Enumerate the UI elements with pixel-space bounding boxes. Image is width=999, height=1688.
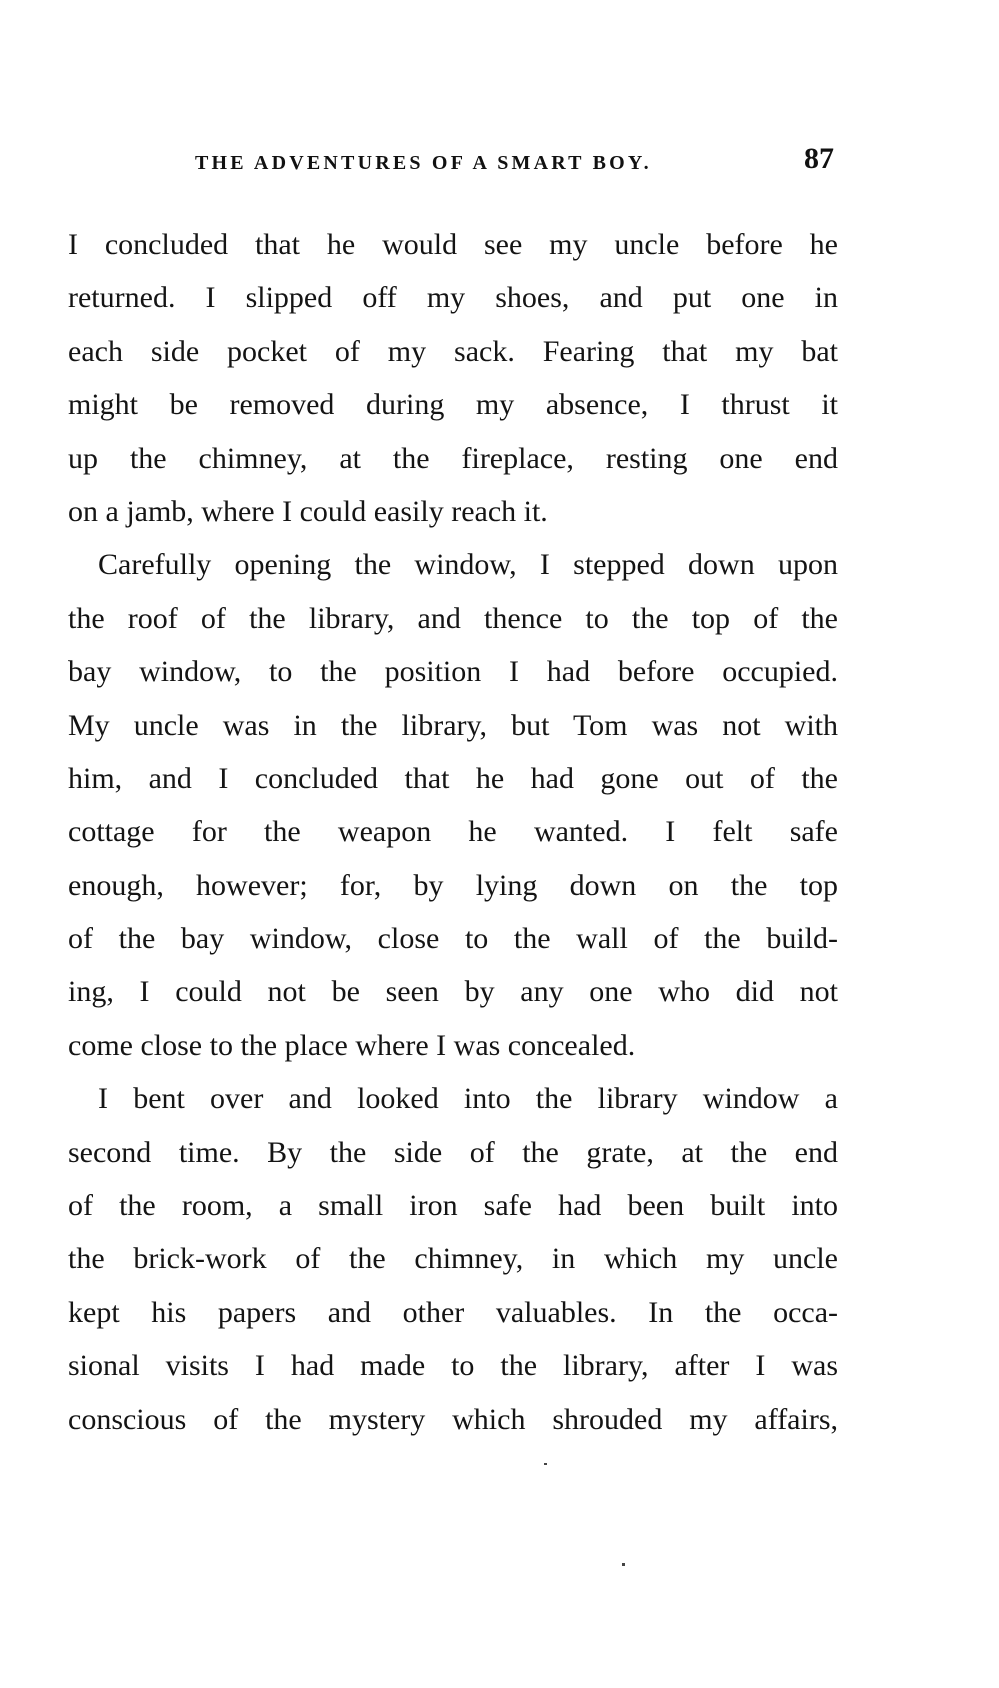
text-line: conscious of the mystery which shrouded my affairs, [68,1402,838,1436]
text-line: enough, however; for, by lying down on the top [68,868,838,902]
text-line: of the room, a small iron safe had been built into [68,1189,838,1223]
paragraph-start-line: Carefully opening the window, I stepped down upon [98,548,838,582]
text-line: the brick-work of the chimney, in which my uncle [68,1242,838,1276]
text-line: sional visits I had made to the library, after I was [68,1349,838,1383]
page-number: 87 [804,142,834,175]
text-line: the roof of the library, and thence to the top of the [68,601,838,635]
text-line: might be removed during my absence, I thrust it [68,388,838,422]
text-line: cottage for the weapon he wanted. I felt safe [68,815,838,849]
text-line: I concluded that he would see my uncle before he [68,228,838,261]
text-line: him, and I concluded that he had gone out of the [68,761,838,795]
running-title: THE ADVENTURES OF A SMART BOY. [195,152,652,174]
text-line: bay window, to the position I had before occupied. [68,655,838,689]
running-head [0,138,999,182]
text-line: up the chimney, at the fireplace, resting one end [68,441,838,475]
text-line: on a jamb, where I could easily reach it. [68,494,548,528]
text-line: My uncle was in the library, but Tom was not with [68,708,838,742]
text-line: each side pocket of my sack. Fearing that my bat [68,334,838,368]
text-line: of the bay window, close to the wall of the build- [68,922,838,956]
text-line: ing, I could not be seen by any one who did not [68,975,838,1009]
body-text [68,218,838,1446]
paragraph-start-line: I bent over and looked into the library window a [98,1082,838,1116]
scan-speck [622,1563,625,1566]
scan-speck [544,1463,547,1465]
text-line: come close to the place where I was concealed. [68,1028,636,1062]
text-line: kept his papers and other valuables. In the occa- [68,1295,838,1329]
text-line: returned. I slipped off my shoes, and put one in [68,281,838,315]
text-line: second time. By the side of the grate, at the end [68,1135,838,1169]
